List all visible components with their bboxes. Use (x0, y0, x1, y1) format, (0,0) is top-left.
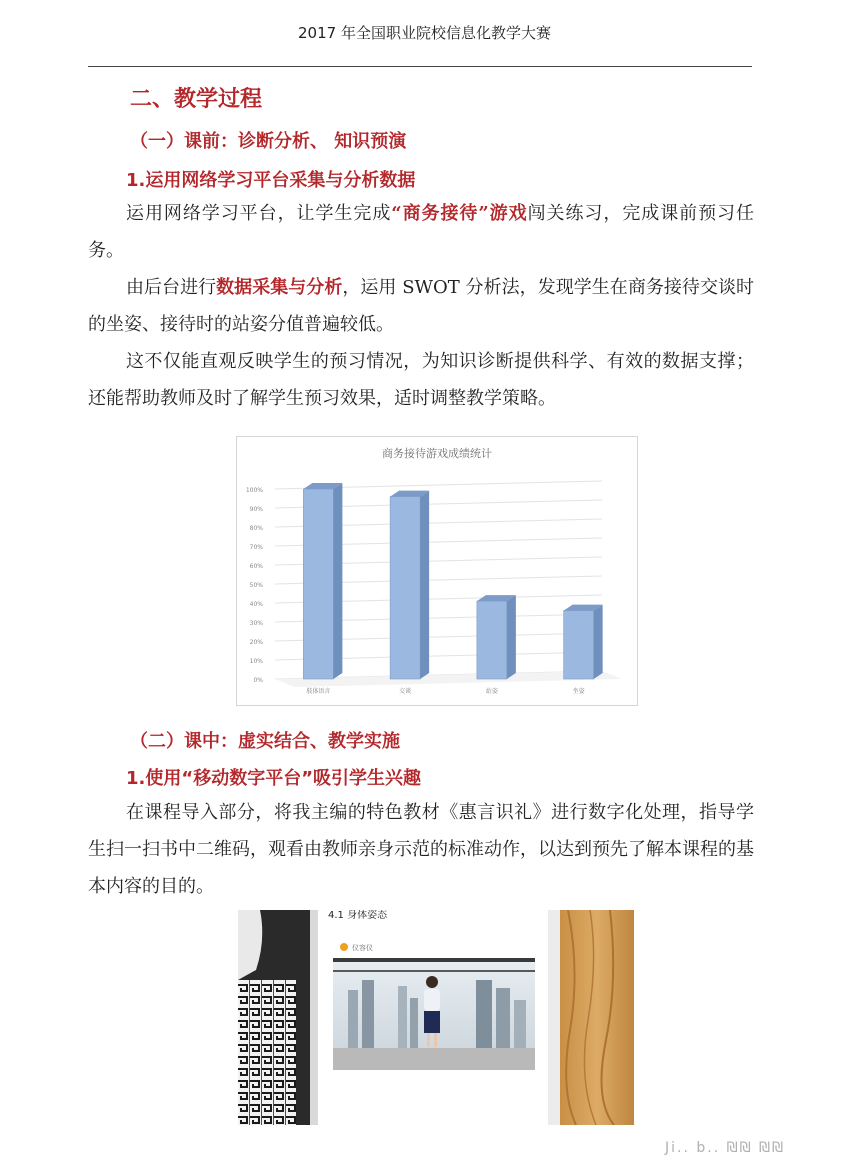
part2-title: （二）课中：虚实结合、教学实施 (130, 731, 400, 752)
tag-dot-icon (340, 943, 348, 951)
header-rule (88, 66, 752, 67)
y-tick-label: 100% (245, 487, 263, 494)
bar-front (303, 489, 333, 679)
y-tick-label: 50% (249, 582, 263, 589)
bar-front (390, 497, 420, 679)
y-tick-label: 20% (249, 639, 263, 646)
chart-y-axis (246, 487, 263, 684)
paragraph-2-highlight: 数据采集与分析 (216, 277, 343, 298)
y-tick-label: 80% (249, 525, 263, 532)
bar-side (420, 491, 429, 679)
bar-front (564, 611, 594, 679)
course-photo (238, 910, 634, 1125)
demo-video[interactable] (333, 958, 535, 1070)
bar-side (507, 595, 516, 679)
app-tag: 仪容仪 (352, 944, 373, 952)
chart-title: 商务接待游戏成绩统计 (382, 447, 492, 460)
y-tick-label: 40% (249, 601, 263, 608)
score-chart (236, 436, 638, 706)
paragraph-2 (88, 269, 754, 343)
bar-side (333, 483, 342, 679)
y-tick-label: 90% (249, 506, 263, 513)
x-tick-label: 站姿 (485, 688, 498, 695)
y-tick-label: 30% (249, 620, 263, 627)
paragraph-1-text-a: 运用网络学习平台，让学生完成 (126, 203, 392, 224)
app-heading: 4.1 身体姿态 (328, 910, 388, 921)
y-tick-label: 10% (249, 658, 263, 665)
y-tick-label: 70% (249, 544, 263, 551)
part1-subtitle: 1.运用网络学习平台采集与分析数据 (126, 170, 416, 191)
chart-bar (477, 595, 516, 679)
paragraph-2-text-a: 由后台进行 (126, 277, 217, 298)
paragraph-4: 在课程导入部分，将我主编的特色教材《惠言识礼》进行数字化处理，指导学生扫一扫书中二维码，观看由教师亲身示范的标准动作，以达到预先了解本课程的基本内容的目的。 (88, 802, 754, 897)
y-tick-label: 0% (253, 677, 263, 684)
score-chart-svg (237, 437, 637, 705)
x-tick-label: 交谈 (399, 688, 412, 695)
paragraph-1-highlight: “商务接待”游戏 (391, 203, 528, 224)
page-header: 2017 年全国职业院校信息化教学大赛 (298, 24, 551, 42)
paragraph-2-text-b: ，运用 SWOT 分析法，发现学生在商务接待交谈时的坐姿、接待时的站姿分值普遍较低。 (88, 277, 755, 335)
bar-front (477, 601, 507, 679)
chart-bars (303, 483, 602, 679)
watermark: Ji.. b.. ₪₪ ₪₪ (665, 1140, 785, 1156)
chart-bar (390, 491, 429, 679)
chart-x-axis (306, 687, 584, 695)
part2-subtitle: 1.使用“移动数字平台”吸引学生兴趣 (126, 768, 422, 789)
paragraph-1-text-b: 闯关练习，完成课前预习任务。 (88, 203, 755, 261)
course-photo-svg (238, 910, 634, 1125)
part1-title: （一）课前：诊断分析、 知识预演 (130, 131, 407, 152)
x-tick-label: 肢体语言 (306, 688, 331, 695)
bar-side (594, 605, 603, 679)
section-title: 二、教学过程 (130, 87, 263, 112)
paragraph-3: 这不仅能直观反映学生的预习情况，为知识诊断提供科学、有效的数据支撑；还能帮助教师及时了解学生预习效果，适时调整教学策略。 (88, 351, 754, 409)
x-tick-label: 坐姿 (572, 688, 585, 695)
paragraph-1 (88, 195, 754, 269)
chart-bar (564, 605, 603, 679)
chart-bar (303, 483, 342, 679)
y-tick-label: 60% (249, 563, 263, 570)
